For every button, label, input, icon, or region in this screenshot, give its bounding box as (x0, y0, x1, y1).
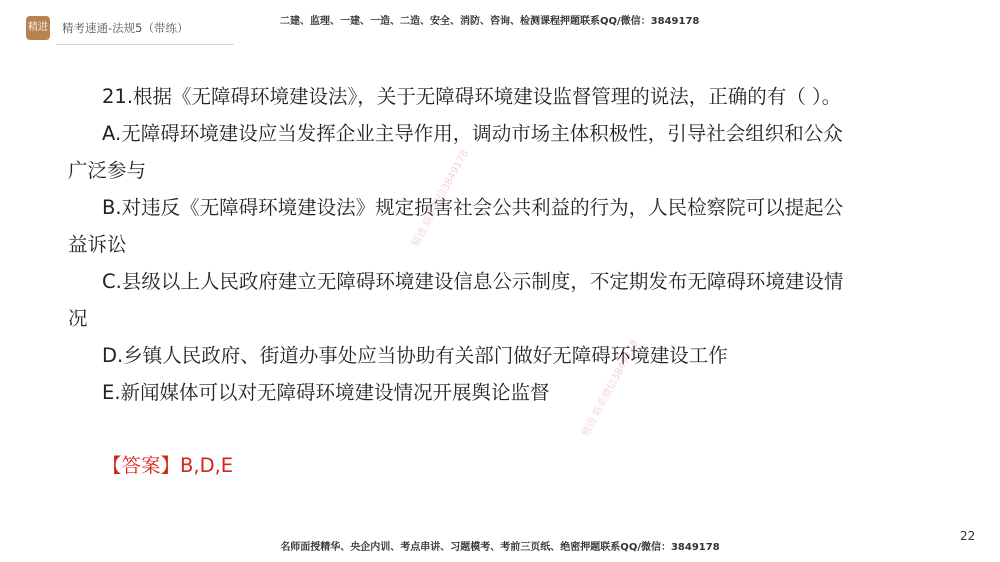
header-banner: 二建、监理、一建、一造、二造、安全、消防、咨询、检测课程押题联系QQ/微信：3849178 (280, 16, 700, 27)
option-c-line-1: C.县级以上人民政府建立无障碍环境建设信息公示制度，不定期发布无障碍环境建设情 (102, 270, 844, 293)
option-d: D.乡镇人民政府、街道办事处应当协助有关部门做好无障碍环境建设工作 (102, 344, 728, 367)
option-b-line-1: B.对违反《无障碍环境建设法》规定损害社会公共利益的行为，人民检察院可以提起公 (102, 196, 844, 219)
footer-banner: 名师面授精华、央企内训、考点串讲、习题模考、考前三页纸、绝密押题联系QQ/微信：3849178 (280, 542, 720, 553)
page-number: 22 (960, 529, 976, 543)
option-e: E.新闻媒体可以对无障碍环境建设情况开展舆论监督 (102, 381, 550, 404)
question-content (68, 78, 948, 411)
option-a-line-1: A.无障碍环境建设应当发挥企业主导作用，调动市场主体积极性，引导社会组织和公众 (102, 122, 843, 145)
watermark: 精进 联系微信3849178 (410, 148, 471, 249)
header-title: 精考速通-法规5（带练） (62, 21, 189, 35)
header-logo: 精进 (26, 16, 50, 40)
header-underline (56, 44, 234, 45)
answer: 【答案】B,D,E (102, 454, 234, 477)
option-c-line-2: 况 (68, 307, 88, 330)
question-stem: 21.根据《无障碍环境建设法》，关于无障碍环境建设监督管理的说法，正确的有（ ）。 (102, 85, 842, 108)
watermark: 精进 联系微信3849178 (580, 338, 641, 439)
option-a-line-2: 广泛参与 (68, 159, 147, 182)
option-b-line-2: 益诉讼 (68, 233, 127, 256)
